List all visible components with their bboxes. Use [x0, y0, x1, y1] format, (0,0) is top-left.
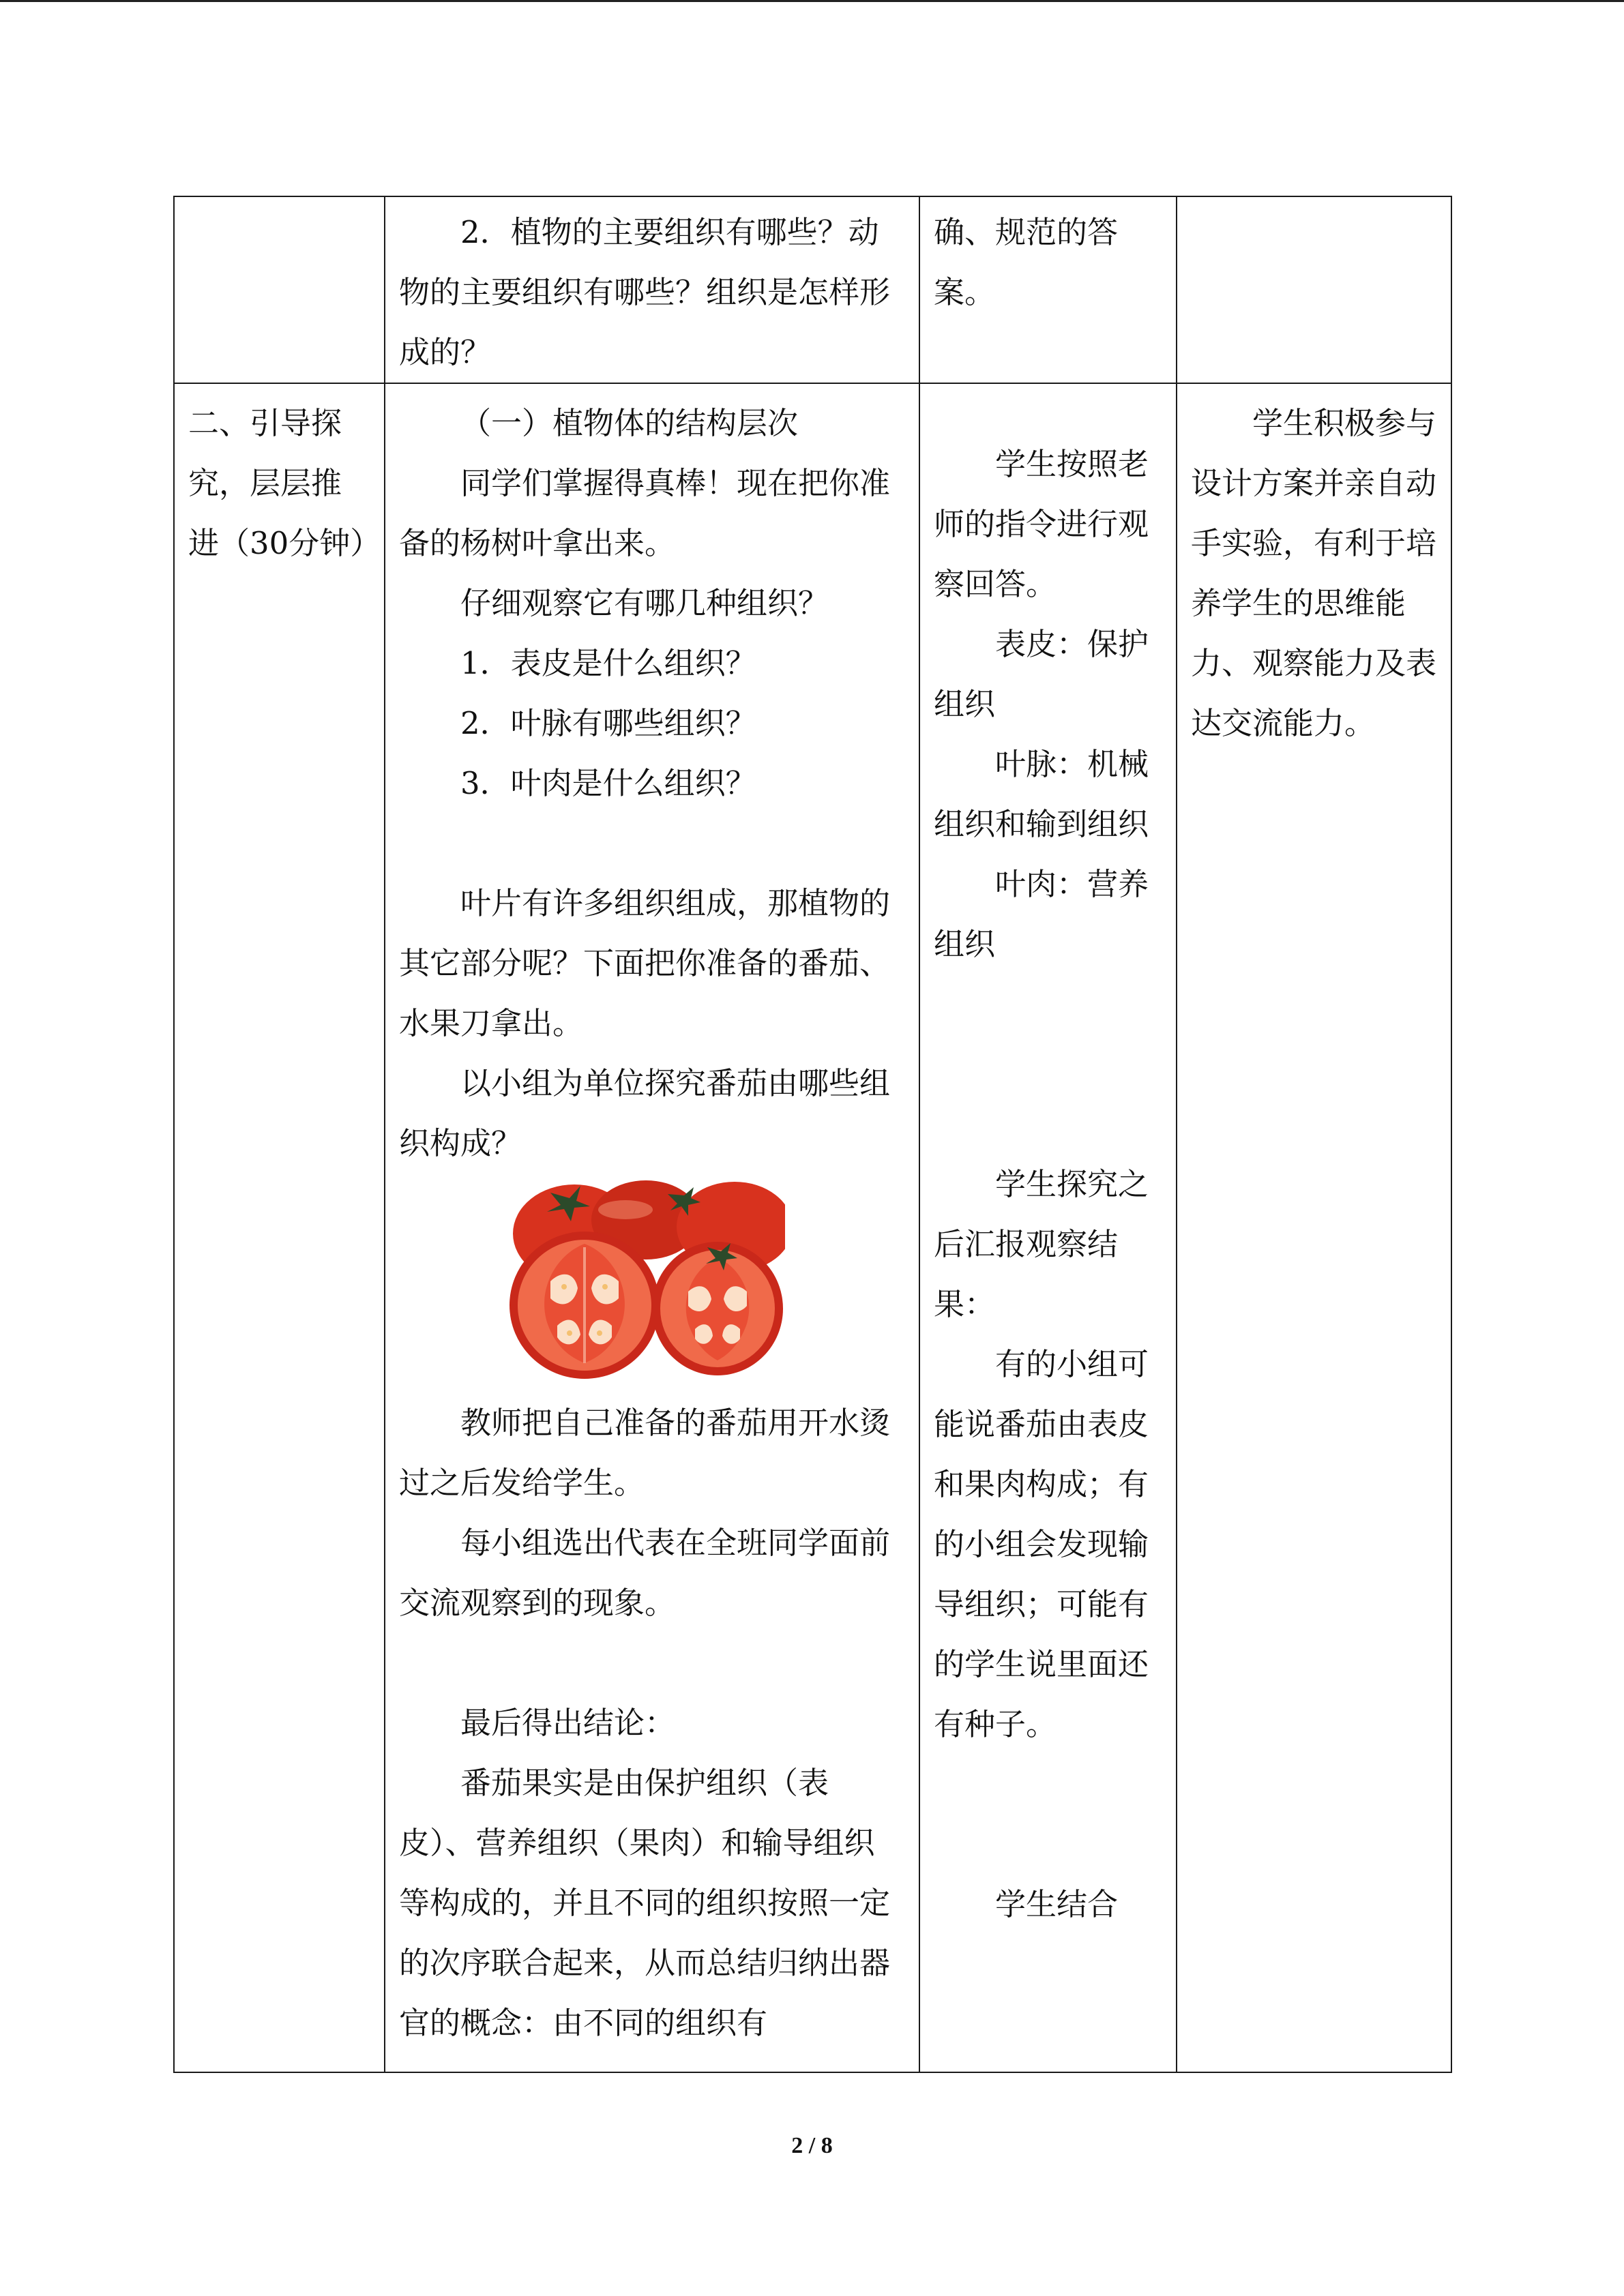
- student-paragraph: 有的小组可能说番茄由表皮和果肉构成；有的小组会发现输导组织；可能有的学生说里面还有种子。: [934, 1346, 1149, 1742]
- stage-title: 二、引导探究，层层推进（30分钟）: [188, 405, 381, 561]
- section-heading: （一）植物体的结构层次: [460, 405, 799, 441]
- student-activity-cell: [919, 196, 1177, 383]
- teacher-paragraph: 仔细观察它有哪几种组织？: [460, 585, 829, 621]
- question-item: 1．表皮是什么组织？: [460, 645, 756, 681]
- tomato-illustration: [510, 1179, 785, 1384]
- teacher-paragraph: 每小组选出代表在全班同学面前交流观察到的现象。: [399, 1525, 891, 1621]
- teacher-activity-cell: [385, 196, 919, 383]
- stage-cell: [174, 196, 385, 383]
- student-paragraph: 叶脉：机械组织和输到组织: [934, 746, 1149, 842]
- conclusion-text: 番茄果实是由保护组织（表皮）、营养组织（果肉）和输导组织等构成的，并且不同的组织按照一定的次序联合起来，从而总结归纳出器官的概念：由不同的组织有: [399, 1765, 891, 2041]
- student-paragraph: 学生按照老师的指令进行观察回答。: [934, 446, 1149, 602]
- tomato-photo: [510, 1179, 785, 1384]
- stage-cell: [174, 383, 385, 2072]
- student-paragraph: 学生结合: [995, 1886, 1119, 1922]
- table-row: [174, 383, 1451, 2072]
- question-item: 2．叶脉有哪些组织？: [460, 705, 756, 741]
- question-item: 3．叶肉是什么组织？: [460, 765, 756, 801]
- conclusion-label: 最后得出结论：: [460, 1705, 676, 1741]
- teacher-paragraph: 同学们掌握得真棒！现在把你准备的杨树叶拿出来。: [399, 465, 891, 561]
- design-intent-cell: [1177, 383, 1451, 2072]
- teacher-activity-cell: [385, 383, 919, 2072]
- student-paragraph: 叶肉：营养组织: [934, 866, 1149, 962]
- top-border-rule: [0, 0, 1624, 2]
- table-row: [174, 196, 1451, 383]
- design-intent-text: 学生积极参与设计方案并亲自动手实验，有利于培养学生的思维能力、观察能力及表达交流能力。: [1191, 405, 1437, 741]
- student-answer-text: 确、规范的答案。: [934, 214, 1119, 310]
- teacher-paragraph: 教师把自己准备的番茄用开水烫过之后发给学生。: [399, 1405, 891, 1501]
- lesson-plan-table: [173, 196, 1452, 2073]
- teacher-paragraph: 以小组为单位探究番茄由哪些组织构成？: [399, 1065, 891, 1161]
- design-intent-cell: [1177, 196, 1451, 383]
- student-paragraph: 学生探究之后汇报观察结果：: [934, 1166, 1149, 1322]
- student-activity-cell: [919, 383, 1177, 2072]
- teacher-question-2: 2．植物的主要组织有哪些？动物的主要组织有哪些？组织是怎样形成的？: [399, 214, 891, 370]
- student-paragraph: 表皮：保护组织: [934, 626, 1149, 722]
- page-number: 2 / 8: [791, 2133, 833, 2158]
- teacher-paragraph: 叶片有许多组织组成，那植物的其它部分呢？下面把你准备的番茄、水果刀拿出。: [399, 885, 891, 1041]
